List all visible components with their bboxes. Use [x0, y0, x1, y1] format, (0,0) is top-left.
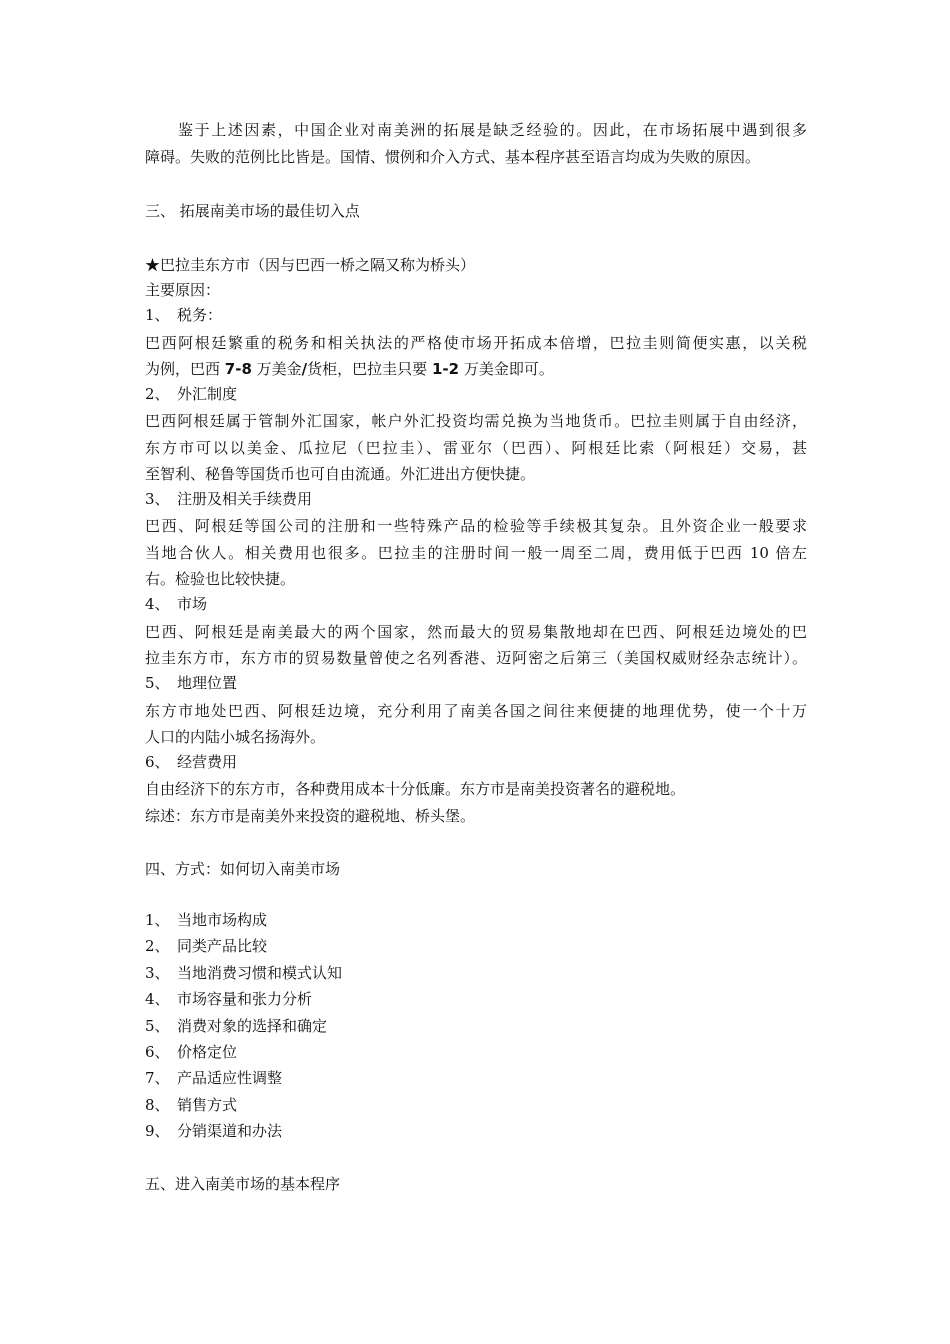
- list-item: [145, 1042, 237, 1062]
- list-item-text: 销售方式: [177, 1096, 238, 1114]
- list-item-text: 消费对象的选择和确定: [177, 1017, 328, 1035]
- reason-body-line: 东方市可以以美金、瓜拉尼（巴拉圭）、雷亚尔（巴西）、阿根廷比索（阿根廷）交易，甚: [145, 439, 807, 457]
- reason-title: 注册及相关手续费用: [177, 490, 313, 508]
- section-3-title: 三、 拓展南美市场的最佳切入点: [145, 202, 360, 220]
- list-item-text: 当地市场构成: [177, 911, 268, 929]
- list-item: [145, 963, 342, 983]
- reason-number: 4、: [145, 595, 170, 613]
- reason-number: 2、: [145, 385, 170, 403]
- reason-heading: [145, 752, 237, 772]
- text-run: 货柜，巴拉圭只要: [307, 360, 432, 378]
- section-3-highlight: ★巴拉圭东方市（因与巴西一桥之隔又称为桥头）: [145, 256, 476, 274]
- list-item-number: 5、: [145, 1017, 170, 1035]
- reasons-label: 主要原因：: [145, 281, 221, 299]
- reason-body-line: 巴西阿根廷属于管制外汇国家，帐户外汇投资均需兑换为当地货币。巴拉圭则属于自由经济，: [145, 412, 807, 430]
- reason-heading: [145, 384, 237, 404]
- list-item-number: 6、: [145, 1043, 170, 1061]
- reason-heading: [145, 673, 237, 693]
- list-item: [145, 910, 267, 930]
- list-item-text: 产品适应性调整: [177, 1069, 283, 1087]
- reason-body-line: 东方市地处巴西、阿根廷边境，充分利用了南美各国之间往来便捷的地理优势，使一个十万: [145, 702, 807, 720]
- list-item-text: 价格定位: [177, 1043, 238, 1061]
- list-item-number: 3、: [145, 964, 170, 982]
- reason-number: 1、: [145, 306, 170, 324]
- list-item: [145, 989, 312, 1009]
- section-5-title: 五、进入南美市场的基本程序: [145, 1175, 341, 1193]
- reason-title: 外汇制度: [177, 385, 238, 403]
- reason-body-line: 人口的内陆小城名扬海外。: [145, 728, 326, 746]
- reason-body-line: 巴西、阿根廷是南美最大的两个国家，然而最大的贸易集散地却在巴西、阿根廷边境处的巴: [145, 623, 807, 641]
- reason-body-line: [145, 359, 554, 379]
- reason-heading: [145, 594, 207, 614]
- reason-body-line: 右。检验也比较快捷。: [145, 570, 296, 588]
- intro-line-2: 障碍。失败的范例比比皆是。国情、惯例和介入方式、基本程序甚至语言均成为失败的原因。: [145, 148, 761, 166]
- reason-number: 5、: [145, 674, 170, 692]
- reason-heading: [145, 305, 222, 325]
- list-item: [145, 1016, 327, 1036]
- section-4-title: 四、方式：如何切入南美市场: [145, 860, 341, 878]
- text-run: 万美金即可。: [459, 360, 554, 378]
- text-run: 为例，巴西: [145, 360, 225, 378]
- reason-body-line: 巴西阿根廷繁重的税务和相关执法的严格使市场开拓成本倍增，巴拉圭则简便实惠，以关税: [145, 334, 807, 352]
- list-item-number: 2、: [145, 937, 170, 955]
- list-item-text: 市场容量和张力分析: [177, 990, 313, 1008]
- reason-body-line: 自由经济下的东方市，各种费用成本十分低廉。东方市是南美投资著名的避税地。: [145, 780, 686, 798]
- list-item-number: 7、: [145, 1069, 170, 1087]
- list-item-number: 4、: [145, 990, 170, 1008]
- bold-number: 7-8: [224, 360, 252, 378]
- list-item-text: 分销渠道和办法: [177, 1122, 283, 1140]
- section-3-summary: 综述：东方市是南美外来投资的避税地、桥头堡。: [145, 807, 476, 825]
- reason-title: 地理位置: [177, 674, 238, 692]
- reason-number: 3、: [145, 490, 170, 508]
- reason-heading: [145, 489, 312, 509]
- list-item: [145, 1095, 237, 1115]
- list-item: [145, 1121, 282, 1141]
- text-run: 万美金: [251, 360, 302, 378]
- reason-body-line: 至智利、秘鲁等国货币也可自由流通。外汇进出方便快捷。: [145, 465, 536, 483]
- reason-title: 税务：: [177, 306, 223, 324]
- reason-title: 市场: [177, 595, 208, 613]
- list-item-number: 9、: [145, 1122, 170, 1140]
- list-item-number: 8、: [145, 1096, 170, 1114]
- list-item: [145, 1068, 282, 1088]
- list-item-text: 当地消费习惯和模式认知: [177, 964, 343, 982]
- reason-number: 6、: [145, 753, 170, 771]
- bold-number: 1-2: [431, 360, 460, 378]
- intro-line-1: 鉴于上述因素，中国企业对南美洲的拓展是缺乏经验的。因此，在市场拓展中遇到很多: [178, 121, 807, 139]
- reason-body-line: 拉圭东方市，东方市的贸易数量曾使之名列香港、迈阿密之后第三（美国权威财经杂志统计）。: [145, 649, 807, 667]
- reason-title: 经营费用: [177, 753, 238, 771]
- list-item-number: 1、: [145, 911, 170, 929]
- list-item-text: 同类产品比较: [177, 937, 268, 955]
- bold-slash: /: [301, 360, 308, 378]
- reason-body-line: 当地合伙人。相关费用也很多。巴拉圭的注册时间一般一周至二周，费用低于巴西 10 倍左: [145, 544, 807, 562]
- list-item: [145, 936, 267, 956]
- reason-body-line: 巴西、阿根廷等国公司的注册和一些特殊产品的检验等手续极其复杂。且外资企业一般要求: [145, 517, 807, 535]
